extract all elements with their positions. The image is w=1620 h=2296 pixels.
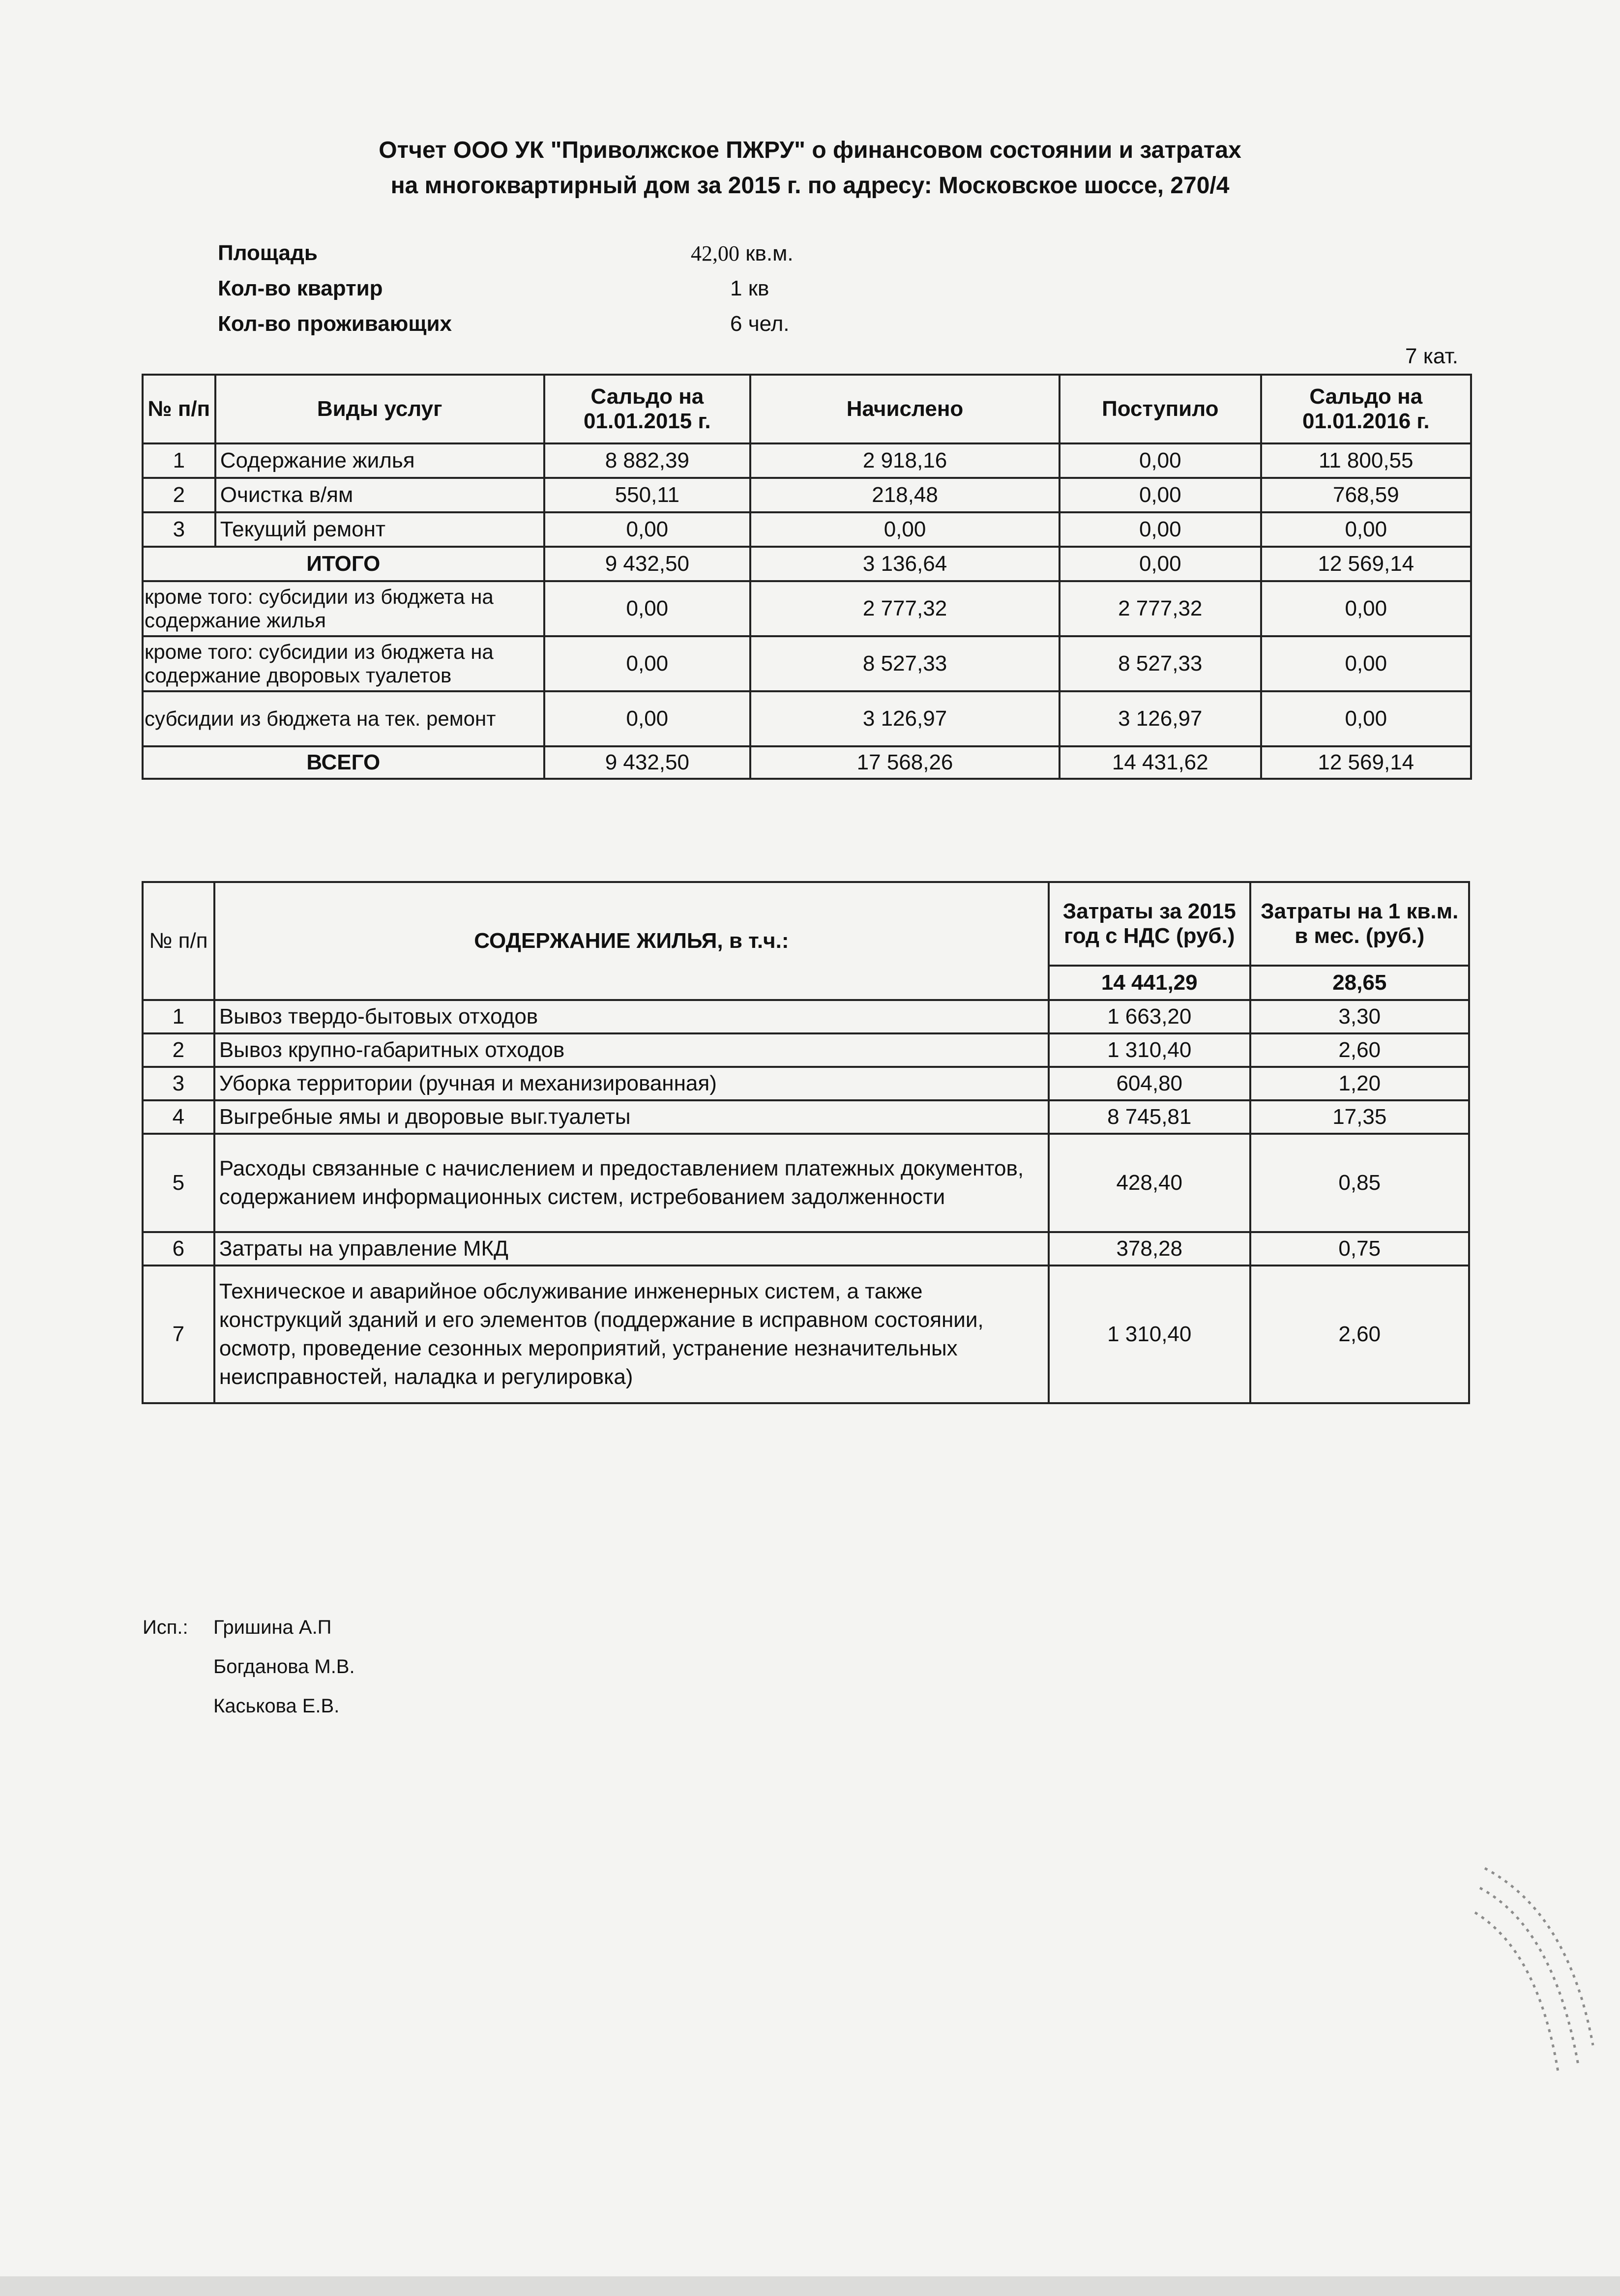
- table-row: [143, 1000, 1469, 1033]
- table-row: [143, 1033, 1469, 1067]
- row-number: 3: [143, 512, 215, 547]
- row-per-m2-cost: 2,60: [1250, 1266, 1470, 1403]
- row-year-cost: 604,80: [1049, 1067, 1250, 1100]
- subsidy-start: 0,00: [544, 581, 750, 636]
- table1-header-row: [143, 375, 1471, 443]
- subsidy-end: 0,00: [1261, 581, 1471, 636]
- row-number: 7: [143, 1266, 214, 1403]
- row-per-m2-cost: 2,60: [1250, 1033, 1470, 1067]
- finance-table: [142, 374, 1472, 780]
- row-charged: 0,00: [750, 512, 1060, 547]
- row-service: Текущий ремонт: [215, 512, 544, 547]
- row-number: 1: [143, 1000, 214, 1033]
- stamp-mark-icon: [1465, 1858, 1603, 2085]
- itogo-received: 0,00: [1060, 547, 1261, 581]
- total-per-m2-cost: 28,65: [1250, 966, 1470, 1000]
- row-year-cost: 428,40: [1049, 1134, 1250, 1232]
- subsidy-row: [143, 581, 1471, 636]
- header-number: № п/п: [143, 375, 215, 443]
- row-expense-name: Затраты на управление МКД: [214, 1232, 1049, 1266]
- total-label: ВСЕГО: [143, 746, 544, 779]
- header-housing-maintenance: СОДЕРЖАНИЕ ЖИЛЬЯ, в т.ч.:: [214, 882, 1049, 1000]
- row-service: Содержание жилья: [215, 443, 544, 478]
- table-row: [143, 1134, 1469, 1232]
- executor-name: Богданова М.В.: [213, 1656, 355, 1678]
- total-charged: 17 568,26: [750, 746, 1060, 779]
- row-per-m2-cost: 17,35: [1250, 1100, 1470, 1134]
- row-number: 2: [143, 478, 215, 512]
- subsidy-charged: 2 777,32: [750, 581, 1060, 636]
- table-row: [143, 1266, 1469, 1403]
- row-expense-name: Вывоз крупно-габаритных отходов: [214, 1033, 1049, 1067]
- apartments-label: Кол-во квартир: [218, 276, 383, 300]
- subsidy-received: 3 126,97: [1060, 691, 1261, 746]
- total-row: [143, 746, 1471, 779]
- row-received: 0,00: [1060, 512, 1261, 547]
- subsidy-received: 8 527,33: [1060, 636, 1261, 691]
- row-per-m2-cost: 3,30: [1250, 1000, 1470, 1033]
- row-number: 1: [143, 443, 215, 478]
- row-charged: 2 918,16: [750, 443, 1060, 478]
- itogo-row: [143, 547, 1471, 581]
- header-balance-end: Сальдо на 01.01.2016 г.: [1261, 375, 1471, 443]
- subsidy-name: кроме того: субсидии из бюджета на содержание жилья: [143, 581, 544, 636]
- subsidy-row: [143, 691, 1471, 746]
- executors-label: Исп.:: [143, 1617, 188, 1638]
- row-received: 0,00: [1060, 478, 1261, 512]
- row-year-cost: 1 663,20: [1049, 1000, 1250, 1033]
- row-charged: 218,48: [750, 478, 1060, 512]
- total-received: 14 431,62: [1060, 746, 1261, 779]
- total-year-cost: 14 441,29: [1049, 966, 1250, 1000]
- executor-name: Каськова Е.В.: [213, 1695, 340, 1717]
- table-row: [143, 478, 1471, 512]
- expenses-table: [142, 881, 1470, 1404]
- area-label: Площадь: [218, 241, 318, 265]
- itogo-charged: 3 136,64: [750, 547, 1060, 581]
- row-number: 2: [143, 1033, 214, 1067]
- total-start: 9 432,50: [544, 746, 750, 779]
- row-per-m2-cost: 0,85: [1250, 1134, 1470, 1232]
- category-label: 7 кат.: [1405, 344, 1458, 368]
- subsidy-start: 0,00: [544, 636, 750, 691]
- residents-label: Кол-во проживающих: [218, 312, 452, 336]
- row-number: 5: [143, 1134, 214, 1232]
- area-number: 42,00: [691, 241, 739, 265]
- row-year-cost: 378,28: [1049, 1232, 1250, 1266]
- row-start: 0,00: [544, 512, 750, 547]
- row-expense-name: Уборка территории (ручная и механизированная): [214, 1067, 1049, 1100]
- header-per-m2-cost: Затраты на 1 кв.м. в мес. (руб.): [1250, 882, 1470, 966]
- row-per-m2-cost: 1,20: [1250, 1067, 1470, 1100]
- row-expense-name: Вывоз твердо-бытовых отходов: [214, 1000, 1049, 1033]
- subsidy-received: 2 777,32: [1060, 581, 1261, 636]
- executor-name: Гришина А.П: [213, 1617, 332, 1638]
- apartments-value: 1 кв: [730, 276, 769, 300]
- header-services: Виды услуг: [215, 375, 544, 443]
- subsidy-charged: 3 126,97: [750, 691, 1060, 746]
- table-row: [143, 1232, 1469, 1266]
- area-unit: кв.м.: [745, 241, 794, 265]
- row-received: 0,00: [1060, 443, 1261, 478]
- page-edge: [0, 2276, 1620, 2296]
- header-balance-start: Сальдо на 01.01.2015 г.: [544, 375, 750, 443]
- subsidy-start: 0,00: [544, 691, 750, 746]
- subsidy-charged: 8 527,33: [750, 636, 1060, 691]
- row-expense-name: Техническое и аварийное обслуживание инженерных систем, а также конструкций зданий и его элементов (поддержание в исправном состоянии, осмотр, проведение сезонных мероприятий, устранение незначительных неисправностей, наладка и регулировка): [214, 1266, 1049, 1403]
- report-title-line1: Отчет ООО УК "Приволжское ПЖРУ" о финансовом состоянии и затратах: [379, 137, 1241, 163]
- row-expense-name: Выгребные ямы и дворовые выг.туалеты: [214, 1100, 1049, 1134]
- subsidy-end: 0,00: [1261, 636, 1471, 691]
- row-number: 6: [143, 1232, 214, 1266]
- row-start: 8 882,39: [544, 443, 750, 478]
- table2-header-row: [143, 882, 1469, 966]
- row-year-cost: 1 310,40: [1049, 1266, 1250, 1403]
- table-row: [143, 1067, 1469, 1100]
- row-per-m2-cost: 0,75: [1250, 1232, 1470, 1266]
- row-end: 11 800,55: [1261, 443, 1471, 478]
- row-year-cost: 8 745,81: [1049, 1100, 1250, 1134]
- report-title-line2: на многоквартирный дом за 2015 г. по адресу: Московское шоссе, 270/4: [390, 173, 1230, 199]
- subsidy-row: [143, 636, 1471, 691]
- residents-value: 6 чел.: [730, 312, 790, 336]
- itogo-label: ИТОГО: [143, 547, 544, 581]
- table-row: [143, 512, 1471, 547]
- row-year-cost: 1 310,40: [1049, 1033, 1250, 1067]
- table-row: [143, 1100, 1469, 1134]
- area-value: [691, 241, 794, 266]
- row-end: 768,59: [1261, 478, 1471, 512]
- header-year-cost: Затраты за 2015 год с НДС (руб.): [1049, 882, 1250, 966]
- table-row: [143, 443, 1471, 478]
- header-number: № п/п: [143, 882, 214, 1000]
- subsidy-end: 0,00: [1261, 691, 1471, 746]
- header-received: Поступило: [1060, 375, 1261, 443]
- header-charged: Начислено: [750, 375, 1060, 443]
- row-number: 3: [143, 1067, 214, 1100]
- itogo-start: 9 432,50: [544, 547, 750, 581]
- row-expense-name: Расходы связанные с начислением и предоставлением платежных документов, содержанием информационных систем, истребованием задолженности: [214, 1134, 1049, 1232]
- row-end: 0,00: [1261, 512, 1471, 547]
- total-end: 12 569,14: [1261, 746, 1471, 779]
- subsidy-name: кроме того: субсидии из бюджета на содержание дворовых туалетов: [143, 636, 544, 691]
- row-start: 550,11: [544, 478, 750, 512]
- row-number: 4: [143, 1100, 214, 1134]
- itogo-end: 12 569,14: [1261, 547, 1471, 581]
- row-service: Очистка в/ям: [215, 478, 544, 512]
- subsidy-name: субсидии из бюджета на тек. ремонт: [143, 691, 544, 746]
